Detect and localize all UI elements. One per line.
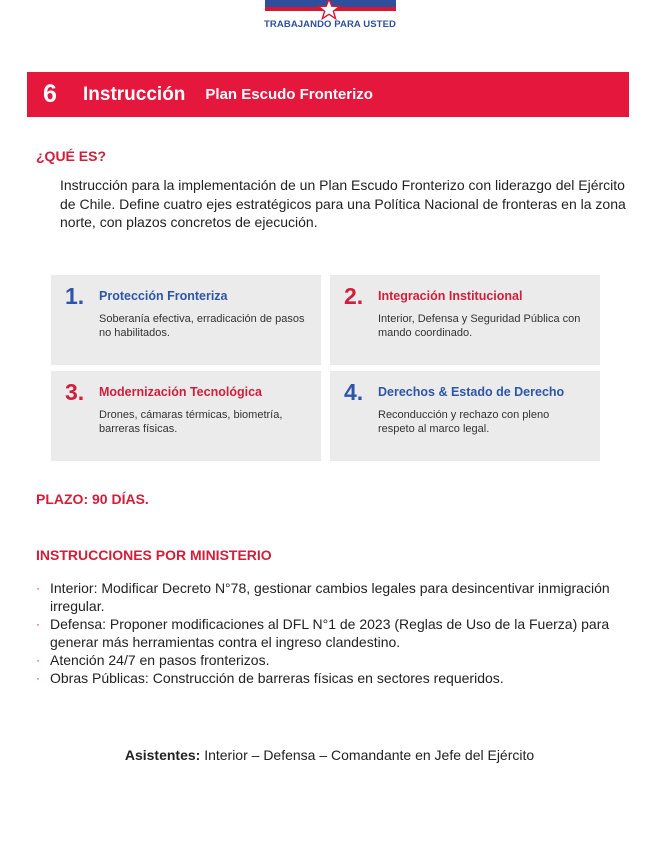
axis-title: Protección Fronteriza: [99, 289, 228, 303]
axis-card-2: [330, 275, 600, 365]
list-item: [36, 669, 626, 687]
axis-card-1: [51, 275, 321, 365]
what-is-text: Instrucción para la implementación de un Plan Escudo Fronterizo con liderazgo del Ejército de Chile. Define cuatro ejes estratégicos para una Política Nacional de fronteras en la zona norte, con plazos concretos de ejecución.: [60, 177, 626, 230]
list-item: [36, 651, 626, 669]
attendees-text: Interior – Defensa – Comandante en Jefe del Ejército: [204, 747, 535, 763]
axis-title: Modernización Tecnológica: [99, 385, 262, 399]
list-item-text: Interior: Modificar Decreto N°78, gestionar cambios legales para desincentivar inmigración irregular.: [50, 580, 610, 614]
section-number: 6: [43, 80, 57, 108]
section-title: Instrucción: [83, 83, 186, 105]
axis-title: Derechos & Estado de Derecho: [378, 385, 565, 399]
what-is-heading: ¿QUÉ ES?: [36, 148, 107, 164]
axis-description: Interior, Defensa y Seguridad Pública con mando coordinado.: [378, 313, 581, 339]
deadline-text: PLAZO: 90 DÍAS.: [36, 491, 149, 507]
axis-description: Drones, cámaras térmicas, biometría, barreras físicas.: [99, 409, 283, 435]
section-banner: [27, 72, 629, 117]
attendees-line: [0, 747, 659, 763]
axis-card-3: [51, 371, 321, 461]
bullet-icon: ·: [36, 671, 40, 685]
section-subtitle: Plan Escudo Fronterizo: [205, 86, 373, 103]
bullet-icon: ·: [36, 617, 40, 631]
star-icon: [317, 0, 341, 20]
bullet-icon: ·: [36, 581, 40, 595]
list-item-text: Obras Públicas: Construcción de barreras físicas en sectores requeridos.: [50, 670, 504, 686]
axis-description: Reconducción y rechazo con pleno respeto al marco legal.: [378, 409, 550, 435]
list-item-text: Atención 24/7 en pasos fronterizos.: [50, 652, 270, 668]
ministries-list: [36, 579, 626, 687]
logo-text: TRABAJANDO PARA USTED: [264, 19, 396, 30]
axis-card-4: [330, 371, 600, 461]
axis-number: 1.: [65, 283, 85, 309]
axis-number: 2.: [344, 283, 364, 309]
bullet-icon: ·: [36, 653, 40, 667]
ministries-heading: INSTRUCCIONES POR MINISTERIO: [36, 547, 272, 563]
axis-number: 4.: [344, 379, 364, 405]
attendees-label: Asistentes:: [124, 747, 201, 763]
government-logo: [262, 0, 398, 32]
axis-number: 3.: [65, 379, 85, 405]
list-item: [36, 615, 626, 651]
axis-description: Soberanía efectiva, erradicación de pasos no habilitados.: [99, 313, 305, 339]
list-item-text: Defensa: Proponer modificaciones al DFL N°1 de 2023 (Reglas de Uso de la Fuerza) para generar más herramientas contra el ingreso clandestino.: [50, 616, 610, 650]
list-item: [36, 579, 626, 615]
axis-title: Integración Institucional: [378, 289, 523, 303]
